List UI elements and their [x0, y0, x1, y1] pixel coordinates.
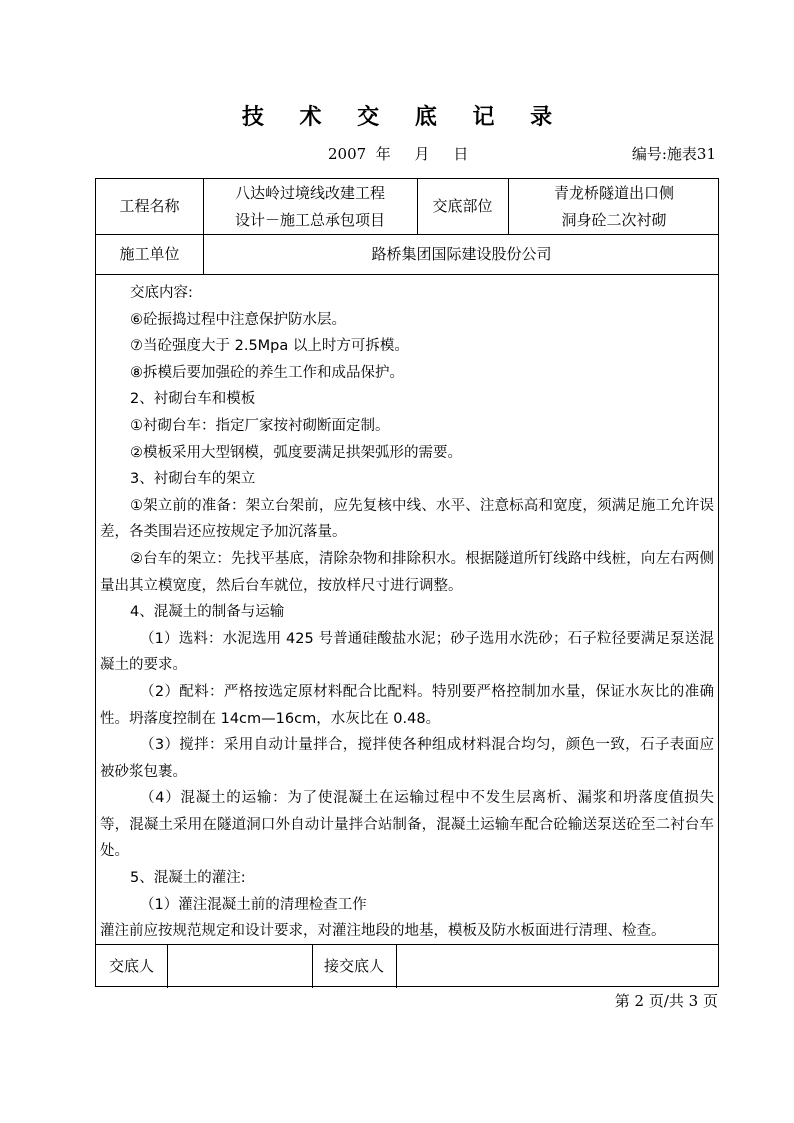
unit-label: 施工单位	[119, 244, 180, 263]
content-paragraph: 3、衬砌台车的架立	[130, 471, 256, 488]
disclosure-content	[100, 280, 714, 945]
content-paragraph: 灌注前应按规范规定和设计要求，对灌注地段的地基，模板及防水板面进行清理、检查。	[100, 923, 666, 940]
row-divider	[96, 274, 718, 275]
content-heading: 交底内容:	[130, 285, 193, 301]
serial-number: 编号:施表31	[631, 145, 716, 163]
location-label: 交底部位	[432, 197, 493, 215]
document-title: 技 术 交 底 记 录	[241, 104, 567, 130]
discloser-signature-field[interactable]	[167, 944, 312, 988]
content-paragraph: ⑧拆模后要加强砼的养生工作和成品保护。	[130, 364, 404, 381]
project-name-label: 工程名称	[119, 197, 180, 215]
date-line: 2007 年 月 日	[328, 145, 469, 163]
location-value	[508, 179, 720, 234]
content-paragraph: ⑥砼振捣过程中注意保护防水层。	[130, 311, 346, 328]
content-paragraph: （1）选料：水泥选用 425 号普通硅酸盐水泥；砂子选用水洗砂；石子粒径要满足泵送混凝土的要求。	[100, 630, 714, 674]
content-paragraph: （4）混凝土的运输：为了使混凝土在运输过程中不发生层离析、漏浆和坍落度值损失等，混凝土采用在隧道洞口外自动计量拌合站制备，混凝土运输车配合砼输送泵送砼至二衬台车处。	[100, 790, 714, 860]
content-paragraph: 5、混凝土的灌注:	[130, 870, 246, 887]
receiver-label: 接交底人	[323, 956, 384, 975]
receiver-signature-field[interactable]	[396, 944, 720, 988]
unit-value: 路桥集团国际建设股份公司	[371, 244, 552, 263]
content-paragraph: （1）灌注混凝土前的清理检查工作	[140, 896, 367, 913]
content-paragraph: ②模板采用大型钢模，弧度要满足拱架弧形的需要。	[130, 444, 462, 461]
project-name-line-2: 设计－施工总承包项目	[234, 210, 385, 229]
content-paragraph: 4、混凝土的制备与运输	[130, 604, 285, 621]
content-paragraph: ①衬砌台车：指定厂家按衬砌断面定制。	[130, 417, 390, 434]
location-line-2: 洞身砼二次衬砌	[561, 210, 667, 229]
content-paragraph: 2、衬砌台车和模板	[130, 391, 256, 408]
content-paragraph: （3）搅拌：采用自动计量拌合，搅拌使各种组成材料混合均匀，颜色一致，石子表面应被砂浆包裹。	[100, 737, 714, 780]
project-name-value	[203, 179, 417, 234]
location-line-1: 青龙桥隧道出口侧	[553, 183, 674, 202]
project-name-line-1: 八达岭过境线改建工程	[234, 183, 385, 202]
page-number: 第 2 页/共 3 页	[614, 992, 718, 1010]
content-paragraph: ②台车的架立：先找平基底，清除杂物和排除积水。根据隧道所钉线路中线桩，向左右两侧量出其立模宽度，然后台车就位，按放样尺寸进行调整。	[100, 550, 714, 594]
record-table	[95, 178, 719, 987]
content-paragraph: （2）配料：严格按选定原材料配合比配料。特别要严格控制加水量，保证水灰比的准确性。坍落度控制在 14cm—16cm，水灰比在 0.48。	[100, 683, 714, 727]
content-paragraph: ⑦当砼强度大于 2.5Mpa 以上时方可拆模。	[130, 338, 409, 355]
content-paragraph: ①架立前的准备：架立台架前，应先复核中线、水平、注意标高和宽度，须满足施工允许误差，各类围岩还应按规定予加沉落量。	[100, 497, 714, 541]
discloser-label: 交底人	[108, 956, 154, 975]
